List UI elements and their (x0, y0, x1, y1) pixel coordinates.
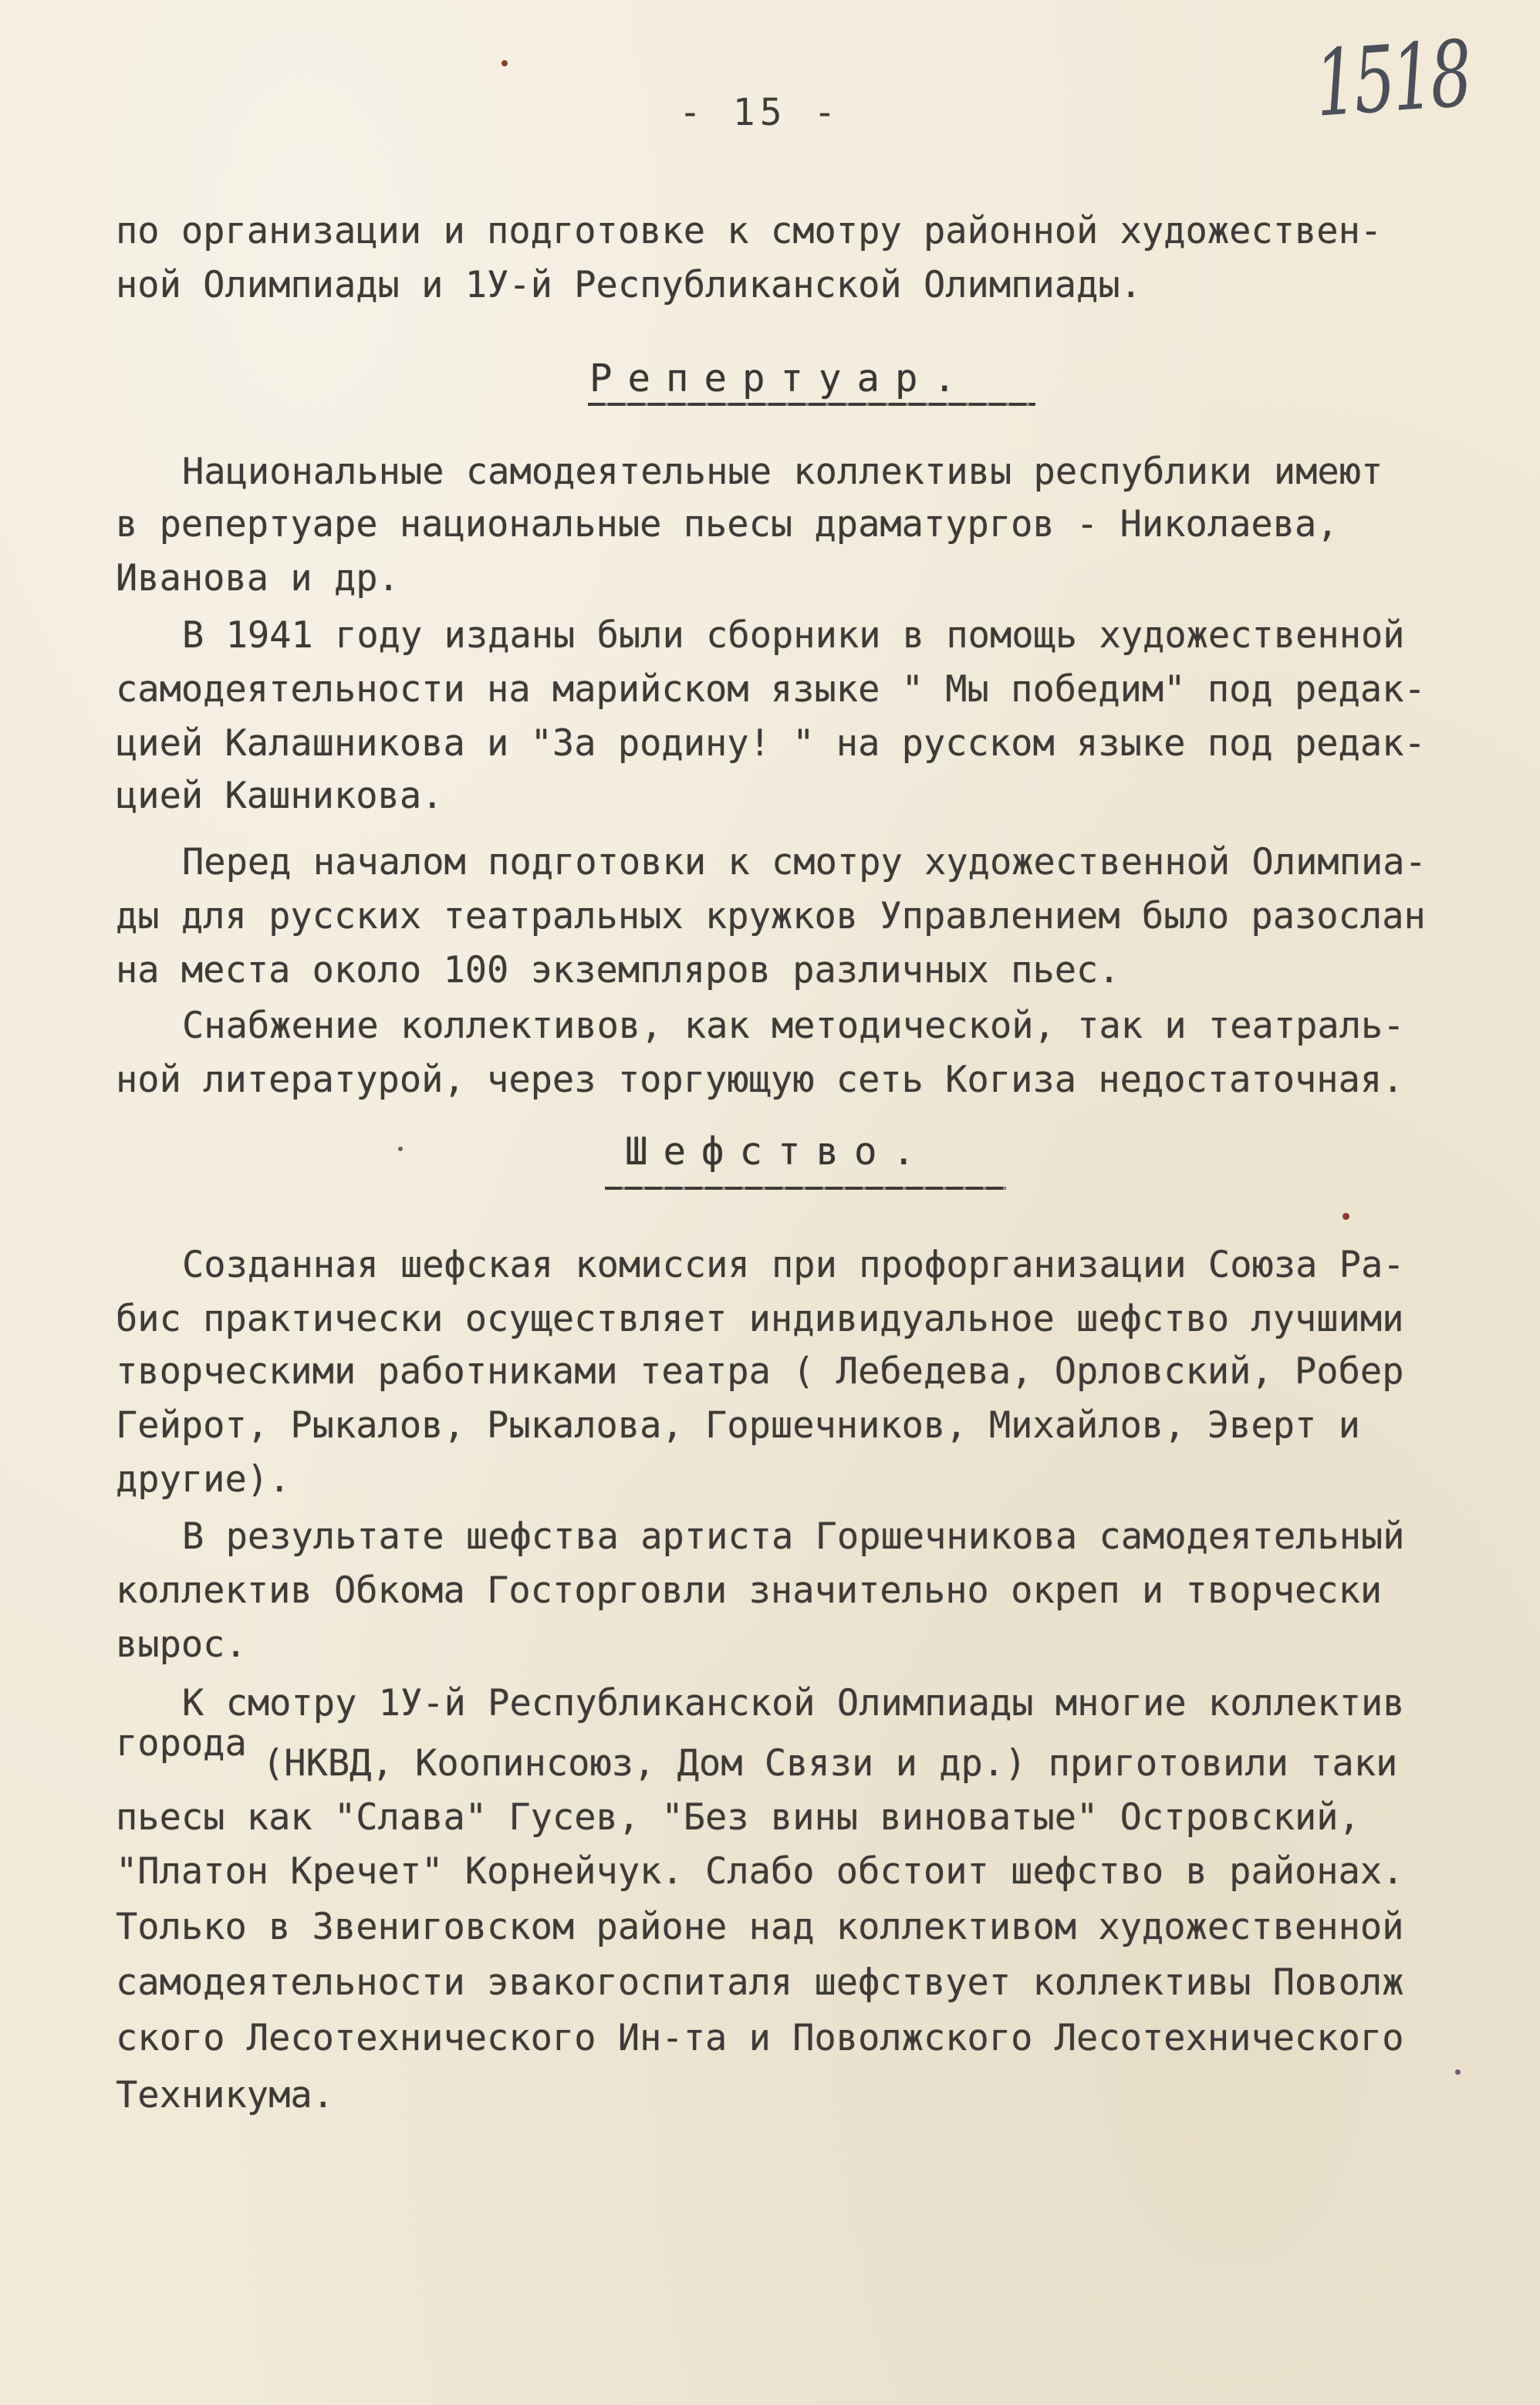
paragraph-line: ды для русских театральных кружков Управлением было разослан (116, 895, 1426, 937)
section-heading-repertoire: Репертуар. (589, 356, 972, 400)
paragraph-line: Национальные самодеятельные коллективы республики имеют (182, 451, 1383, 493)
paragraph-line: бис практически осуществляет индивидуальное шефство лучшими (116, 1298, 1404, 1340)
paragraph-line: (НКВД, Коопинсоюз, Дом Связи и др.) приготовили таки (262, 1742, 1398, 1785)
paragraph-line: Созданная шефская комиссия при профорганизации Союза Ра- (182, 1244, 1405, 1286)
paragraph-line: цией Кашникова. (116, 775, 444, 817)
section-heading-patronage: Шефство. (625, 1130, 931, 1174)
paragraph-line: цией Калашникова и "За родину! " на русском языке под редак- (116, 722, 1426, 765)
paragraph-line: коллектив Обкома Госторговли значительно окреп и творчески (116, 1569, 1383, 1612)
page-number: - 15 - (679, 91, 841, 134)
paragraph-line: Гейрот, Рыкалов, Рыкалова, Горшечников, Михайлов, Эверт и (116, 1404, 1360, 1447)
paragraph-line: в репертуаре национальные пьесы драматургов - Николаева, (116, 503, 1339, 546)
paragraph-line: Иванова и др. (116, 557, 400, 600)
paragraph-line: Только в Звениговском районе над коллективом художественной (116, 1906, 1404, 1948)
ink-speck (1342, 1213, 1349, 1220)
paragraph-line: самодеятельности эвакогоспиталя шефствует коллективы Поволж (116, 1961, 1404, 2004)
paragraph-line: вырос. (116, 1623, 247, 1666)
paragraph-line: "Платон Кречет" Корнейчук. Слабо обстоит шефство в районах. (116, 1850, 1404, 1893)
paragraph-line: Техникума. (116, 2074, 334, 2116)
paragraph-line: ского Лесотехнического Ин-та и Поволжского Лесотехнического (116, 2017, 1404, 2059)
paragraph-line: пьесы как "Слава" Гусев, "Без вины виноватые" Островский, (116, 1796, 1360, 1839)
paragraph-line: В 1941 году изданы были сборники в помощь художественной (182, 614, 1405, 657)
ink-speck (1455, 2069, 1461, 2075)
raised-word: города (116, 1722, 247, 1765)
intro-line: по организации и подготовке к смотру районной художествен- (116, 210, 1383, 252)
paragraph-line: творческими работниками театра ( Лебедева, Орловский, Робер (116, 1350, 1404, 1393)
paragraph-line: ной литературой, через торгующую сеть Когиза недостаточная. (116, 1059, 1404, 1101)
ink-speck (502, 60, 508, 66)
ink-speck (398, 1147, 403, 1151)
paragraph-line: на места около 100 экземпляров различных пьес. (116, 949, 1120, 991)
heading-underline (605, 1187, 1006, 1190)
heading-underline (588, 403, 1035, 406)
paragraph-line: другие). (116, 1458, 291, 1501)
paragraph-line: самодеятельности на марийском языке " Мы победим" под редак- (116, 668, 1426, 711)
paragraph-line: К смотру 1У-й Республиканской Олимпиады многие коллектив (182, 1682, 1405, 1724)
paragraph-line: Перед началом подготовки к смотру художественной Олимпиа- (182, 841, 1427, 883)
archive-page-number: 1518 (1312, 20, 1473, 137)
paragraph-line: В результате шефства артиста Горшечникова самодеятельный (182, 1515, 1405, 1558)
intro-line: ной Олимпиады и 1У-й Республиканской Олимпиады. (116, 264, 1142, 306)
paragraph-line: Снабжение коллективов, как методической, так и театраль- (182, 1005, 1405, 1047)
